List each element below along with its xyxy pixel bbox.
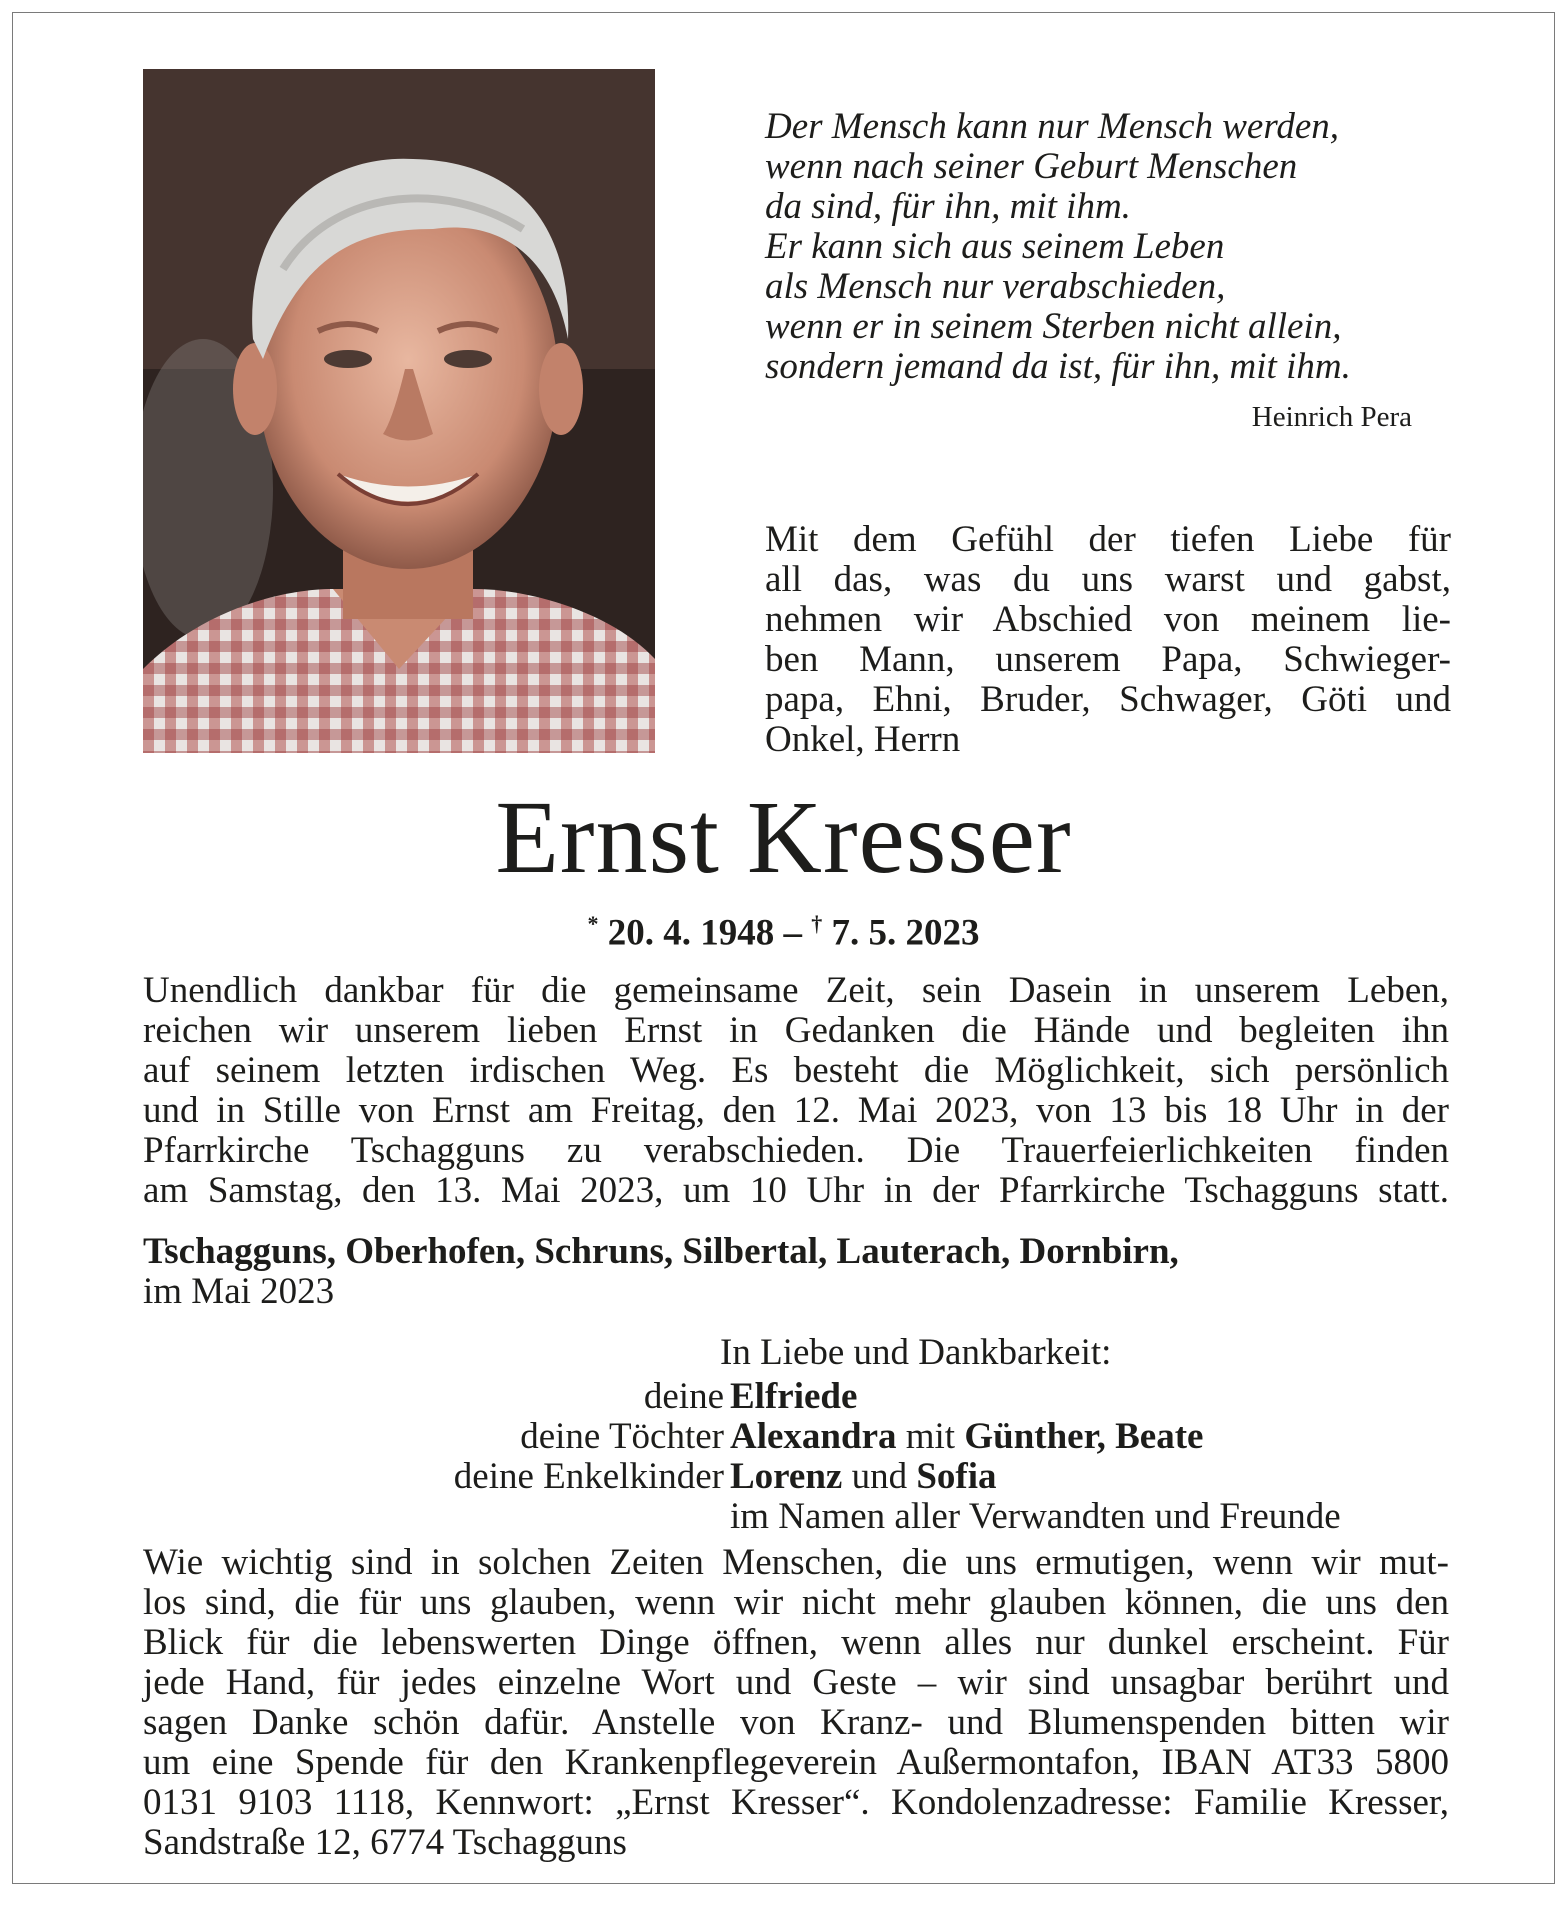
- thanks-line: los sind, die für uns glauben, wenn wir nicht mehr glauben können, die uns den: [143, 1582, 1449, 1623]
- signature-name: Elfriede: [730, 1376, 858, 1417]
- announcement-line: reichen wir unserem lieben Ernst in Gedanken die Hände und begleiten ihn: [143, 1010, 1449, 1051]
- deceased-name: Ernst Kresser: [495, 780, 1072, 895]
- places-list: Tschagguns, Oberhofen, Schruns, Silbertal, Lauterach, Dornbirn,: [143, 1231, 1179, 1272]
- signature-row: [730, 1377, 857, 1417]
- thanks-line: Sandstraße 12, 6774 Tschagguns: [143, 1822, 627, 1863]
- portrait-photo: [143, 69, 655, 753]
- death-date: 7. 5. 2023: [831, 912, 980, 954]
- date-separator: –: [774, 912, 812, 954]
- signature-prefix: deine Töchter: [520, 1416, 724, 1457]
- thanks-line: sagen Danke schön dafür. Anstelle von Kranz- und Blumenspenden bitten wir: [143, 1702, 1449, 1743]
- thanks-text: [143, 1543, 1449, 1863]
- signature-prefix: deine Enkelkinder: [453, 1456, 724, 1497]
- announcement-line: und in Stille von Ernst am Freitag, den 12. Mai 2023, von 13 bis 18 Uhr in der: [143, 1090, 1449, 1131]
- death-symbol: †: [811, 911, 823, 936]
- signature-name: Günther, Beate: [964, 1416, 1204, 1457]
- portrait-illustration: [143, 69, 655, 753]
- poem: [765, 107, 1351, 387]
- signature-heading: In Liebe und Dankbarkeit:: [720, 1332, 1112, 1373]
- thanks-line: 0131 9103 1118, Kennwort: „Ernst Kresser“. Kondolenzadresse: Familie Kresser,: [143, 1782, 1449, 1823]
- thanks-line: um eine Spende für den Krankenpflegeverein Außermontafon, IBAN AT33 5800: [143, 1742, 1449, 1783]
- announcement-line: Unendlich dankbar für die gemeinsame Zeit, sein Dasein in unserem Leben,: [143, 970, 1449, 1011]
- signature-name: Lorenz: [730, 1456, 843, 1497]
- signature-name: Alexandra: [730, 1416, 897, 1457]
- birth-symbol: *: [587, 911, 599, 936]
- places-block: [143, 1232, 1179, 1312]
- intro-line: nehmen wir Abschied von meinem lie-: [765, 599, 1451, 640]
- signature-prefix: deine: [643, 1376, 724, 1417]
- thanks-line: jede Hand, für jedes einzelne Wort und Geste – wir sind unsagbar berührt und: [143, 1662, 1449, 1703]
- announcement-line: auf seinem letzten irdischen Weg. Es besteht die Möglichkeit, sich persönlich: [143, 1050, 1449, 1091]
- signature-joiner: und: [851, 1456, 908, 1497]
- poem-line: wenn er in seinem Sterben nicht allein,: [765, 306, 1342, 347]
- intro-line: all das, was du uns warst und gabst,: [765, 559, 1451, 600]
- intro-line: papa, Ehni, Bruder, Schwager, Göti und: [765, 679, 1451, 720]
- intro-text: [765, 520, 1451, 760]
- birth-date: 20. 4. 1948: [607, 912, 775, 954]
- obituary-page: [12, 12, 1555, 1884]
- intro-line: Mit dem Gefühl der tiefen Liebe für: [765, 519, 1451, 560]
- intro-line: Onkel, Herrn: [765, 719, 961, 760]
- life-dates: [13, 911, 1554, 954]
- poem-line: da sind, für ihn, mit ihm.: [765, 186, 1131, 227]
- poem-author: Heinrich Pera: [1251, 401, 1412, 433]
- announcement-line: am Samstag, den 13. Mai 2023, um 10 Uhr in der Pfarrkirche Tschagguns statt.: [143, 1170, 1449, 1211]
- thanks-line: Wie wichtig sind in solchen Zeiten Menschen, die uns ermutigen, wenn wir mut-: [143, 1542, 1449, 1583]
- poem-line: wenn nach seiner Geburt Menschen: [765, 146, 1298, 187]
- poem-line: sondern jemand da ist, für ihn, mit ihm.: [765, 346, 1351, 387]
- signature-row: [730, 1417, 1203, 1457]
- signature-row: [730, 1457, 997, 1497]
- poem-line: Er kann sich aus seinem Leben: [765, 226, 1225, 267]
- signature-joiner: mit: [905, 1416, 956, 1457]
- places-date: im Mai 2023: [143, 1271, 335, 1312]
- poem-line: als Mensch nur verabschieden,: [765, 266, 1226, 307]
- poem-line: Der Mensch kann nur Mensch werden,: [765, 106, 1340, 147]
- signature-closing: im Namen aller Verwandten und Freunde: [730, 1496, 1341, 1537]
- signature-name: Sofia: [916, 1456, 997, 1497]
- announcement-line: Pfarrkirche Tschagguns zu verabschieden. Die Trauerfeierlichkeiten finden: [143, 1130, 1449, 1171]
- intro-line: ben Mann, unserem Papa, Schwieger-: [765, 639, 1451, 680]
- announcement-text: [143, 971, 1449, 1211]
- thanks-line: Blick für die lebenswerten Dinge öffnen, wenn alles nur dunkel erscheint. Für: [143, 1622, 1449, 1663]
